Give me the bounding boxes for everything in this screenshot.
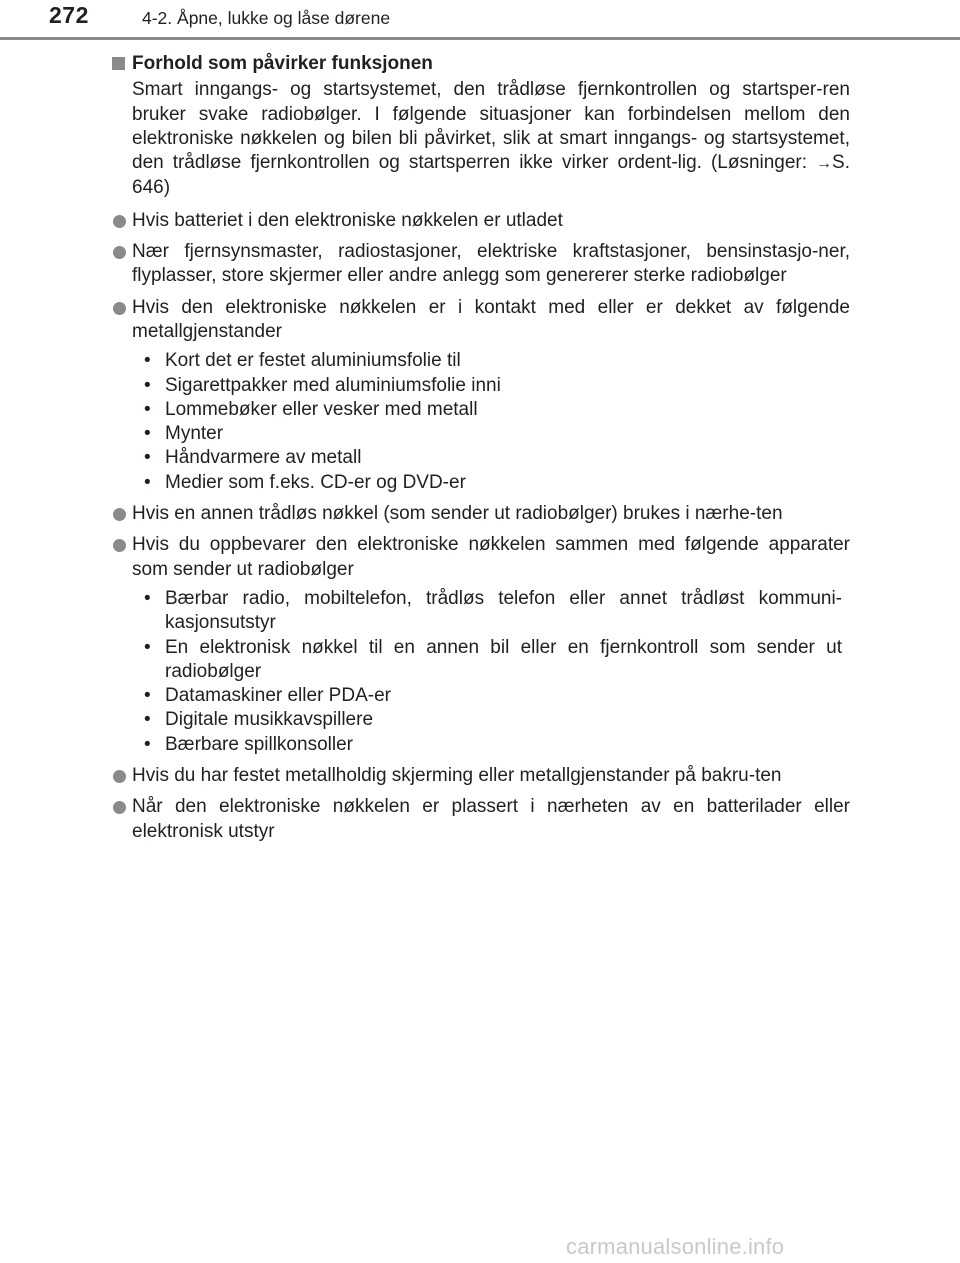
- list-item: [110, 240, 850, 289]
- chapter-title: 4-2. Åpne, lukke og låse dørene: [142, 8, 391, 28]
- watermark: carmanualsonline.info: [566, 1234, 785, 1259]
- sub-bullet-icon: •: [144, 398, 151, 420]
- bullet-dot-icon: [113, 215, 126, 228]
- list-item-text: Hvis batteriet i den elektroniske nøkkelen er utladet: [132, 209, 563, 231]
- list-item-text: Hvis den elektroniske nøkkelen er i kontakt med eller er dekket av følgende metallgjenstander: [132, 296, 850, 342]
- heading-square-icon: [112, 57, 125, 70]
- list-item: [110, 533, 850, 757]
- sub-list-item: [132, 374, 850, 398]
- bullet-dot-icon: [113, 770, 126, 783]
- sub-list-item-text: En elektronisk nøkkel til en annen bil eller en fjernkontroll som sender ut radiobølger: [165, 636, 842, 682]
- bullet-dot-icon: [113, 508, 126, 521]
- list-item: [110, 502, 850, 526]
- sub-list-item-text: Bærbar radio, mobiltelefon, trådløs telefon eller annet trådløst kommuni-kasjonsutstyr: [165, 587, 842, 634]
- section-heading-text: Forhold som påvirker funksjonen: [132, 53, 433, 74]
- bullet-dot-icon: [113, 302, 126, 315]
- sub-list-item: [132, 636, 850, 685]
- sub-bullet-icon: •: [144, 733, 151, 755]
- arrow-right-icon: →: [816, 155, 833, 173]
- sub-list-item-text: Lommebøker eller vesker med metall: [165, 398, 478, 420]
- sub-bullet-icon: •: [144, 685, 151, 707]
- condition-list: [110, 209, 850, 844]
- sub-list-item: [132, 422, 850, 446]
- page-number: 272: [49, 2, 89, 28]
- sub-bullet-icon: •: [144, 471, 151, 493]
- intro-paragraph: [110, 78, 850, 200]
- sub-list-item: [132, 349, 850, 373]
- page-header: [0, 0, 960, 40]
- sub-bullet-icon: •: [144, 374, 151, 396]
- sub-list-item: [132, 684, 850, 708]
- header-rule: [0, 37, 960, 40]
- list-item-text: Når den elektroniske nøkkelen er plassert i nærheten av en batterilader eller elektronisk utstyr: [132, 796, 850, 842]
- sub-list-item: [132, 587, 850, 636]
- sub-bullet-icon: •: [144, 636, 151, 658]
- sub-bullet-icon: •: [144, 587, 151, 609]
- list-item-text: Hvis du oppbevarer den elektroniske nøkkelen sammen med følgende apparater som sender ut radiobølger: [132, 534, 850, 580]
- sub-list-item-text: Håndvarmere av metall: [165, 447, 362, 469]
- list-item-text: Hvis en annen trådløs nøkkel (som sender ut radiobølger) brukes i nærhe-ten: [132, 503, 783, 525]
- bullet-dot-icon: [113, 246, 126, 259]
- sub-list: [132, 349, 850, 495]
- bullet-dot-icon: [113, 539, 126, 552]
- main-content: [110, 52, 850, 851]
- section-heading: [110, 52, 850, 76]
- sub-list-item: [132, 471, 850, 495]
- sub-bullet-icon: •: [144, 709, 151, 731]
- sub-bullet-icon: •: [144, 423, 151, 445]
- bullet-dot-icon: [113, 801, 126, 814]
- list-item-text: Hvis du har festet metallholdig skjerming eller metallgjenstander på bakru-ten: [132, 765, 782, 787]
- sub-list-item-text: Digitale musikkavspillere: [165, 709, 374, 731]
- list-item-text: Nær fjernsynsmaster, radiostasjoner, elektriske kraftstasjoner, bensinstasjo-ner, flyplasser, store skjermer eller andre anlegg som genererer sterke radiobølger: [132, 241, 850, 287]
- list-item: [110, 764, 850, 788]
- sub-list-item-text: Mynter: [165, 423, 224, 445]
- sub-list-item: [132, 446, 850, 470]
- list-item: [110, 296, 850, 495]
- sub-bullet-icon: •: [144, 447, 151, 469]
- list-item: [110, 795, 850, 844]
- sub-list-item-text: Kort det er festet aluminiumsfolie til: [165, 350, 461, 372]
- list-item: [110, 209, 850, 233]
- sub-list-item-text: Sigarettpakker med aluminiumsfolie inni: [165, 374, 501, 396]
- page-reference: S. 646): [132, 152, 850, 199]
- intro-text: Smart inngangs- og startsystemet, den trådløse fjernkontrollen og startsper-ren bruker svake radiobølger. I følgende situasjoner kan forbindelsen mellom den elektroniske nøkkelen og bilen bli påvirket, slik at smart inngangs- og startsystemet, den trådløse fjernkontrollen og startsperren ikke virker ordent-lig. (Løsninger:: [132, 79, 850, 174]
- sub-list-item: [132, 398, 850, 422]
- sub-list-item-text: Datamaskiner eller PDA-er: [165, 685, 391, 707]
- sub-list-item: [132, 733, 850, 757]
- sub-list-item-text: Medier som f.eks. CD-er og DVD-er: [165, 471, 466, 493]
- sub-list-item-text: Bærbare spillkonsoller: [165, 733, 353, 755]
- sub-list-item: [132, 708, 850, 732]
- sub-list: [132, 587, 850, 757]
- sub-bullet-icon: •: [144, 350, 151, 372]
